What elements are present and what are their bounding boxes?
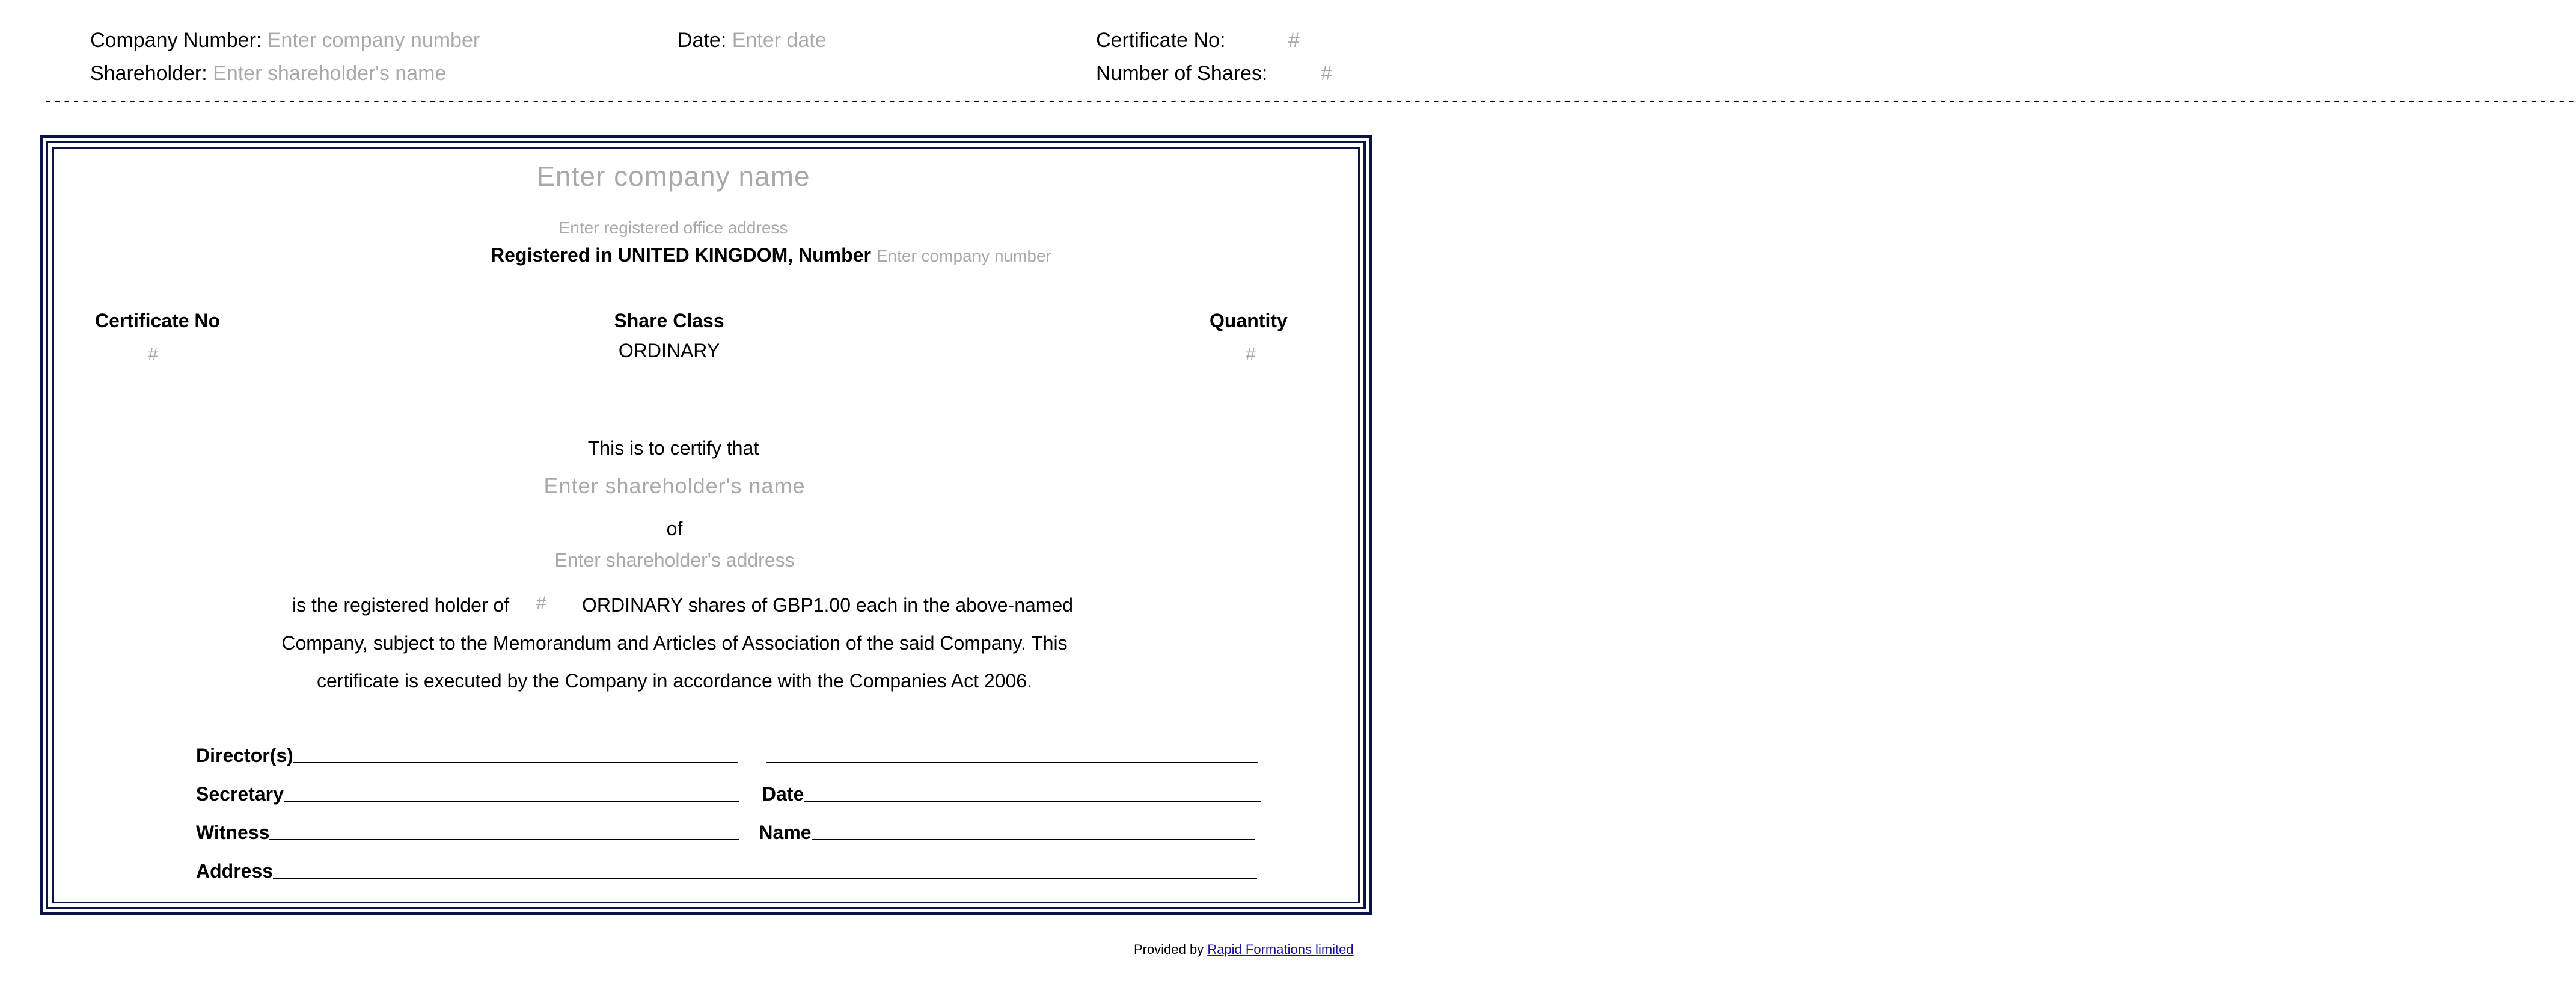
registered-line [491,244,1051,266]
address-row [196,860,1257,882]
of-text: of [666,518,683,540]
stub-certificate-no-field[interactable]: # [1288,29,1300,52]
stub-date-label: Date: [678,29,727,52]
office-address-field[interactable]: Enter registered office address [558,218,788,237]
registered-number-field[interactable]: Enter company number [876,247,1051,265]
address-line[interactable] [273,878,1257,879]
secretary-row [196,783,1261,805]
stub-number-of-shares-field[interactable]: # [1321,62,1332,85]
shareholder-name-field[interactable]: Enter shareholder's name [543,473,806,498]
address-label: Address [196,860,274,882]
stub-shareholder-field[interactable]: Enter shareholder's name [213,62,447,85]
certify-text: This is to certify that [587,437,759,459]
director-signature-line-2[interactable] [766,762,1258,763]
date-label: Date [762,783,804,805]
registered-text: Registered in UNITED KINGDOM, Number [491,244,871,266]
col-quantity-heading: Quantity [1210,310,1288,331]
col-share-class-heading: Share Class [614,310,724,331]
holder-prefix: is the registered holder of [292,594,510,616]
witness-signature-line[interactable] [269,839,739,840]
stub-company-number [90,29,480,52]
quantity-field[interactable]: # [1246,345,1256,364]
stub-company-number-field[interactable]: Enter company number [267,29,480,52]
name-line[interactable] [812,839,1255,840]
name-label: Name [759,822,812,843]
body-line-2: Company, subject to the Memorandum and Articles of Association of the said Company. This [281,632,1068,654]
stub-date [678,29,827,52]
secretary-label: Secretary [196,783,284,805]
body-line-3: certificate is executed by the Company in accordance with the Companies Act 2006. [317,670,1032,692]
stub-number-of-shares-label: Number of Shares: [1096,62,1268,85]
witness-row [196,822,1255,844]
witness-label: Witness [196,822,270,843]
director-signature-line-1[interactable] [293,762,738,763]
certificate-no-field[interactable]: # [148,345,158,364]
footer-credit [1134,942,1354,958]
date-line[interactable] [804,801,1261,802]
shareholder-address-field[interactable]: Enter shareholder's address [554,549,795,571]
col-certificate-no-heading: Certificate No [95,310,221,331]
holder-count-field[interactable]: # [536,593,546,613]
footer-provided-by: Provided by [1134,942,1204,957]
holder-suffix: ORDINARY shares of GBP1.00 each in the above-named [582,594,1074,616]
stub-company-number-label: Company Number: [90,29,262,52]
stub-shareholder [90,62,446,85]
secretary-signature-line[interactable] [284,801,739,802]
stub-shareholder-label: Shareholder: [90,62,207,85]
footer-link[interactable]: Rapid Formations limited [1207,942,1354,957]
stub-date-field[interactable]: Enter date [732,29,827,52]
directors-label: Director(s) [196,745,293,766]
cut-line: ------------------------------------------------------------------------------------------------------------------------------------------------------------------------------------------------------------------------------------------------------------------------------ [43,93,2576,111]
share-class-value: ORDINARY [618,340,720,361]
stub-certificate-no-label: Certificate No: [1096,29,1226,52]
company-name-field[interactable]: Enter company name [536,161,810,192]
directors-row [196,745,1258,767]
